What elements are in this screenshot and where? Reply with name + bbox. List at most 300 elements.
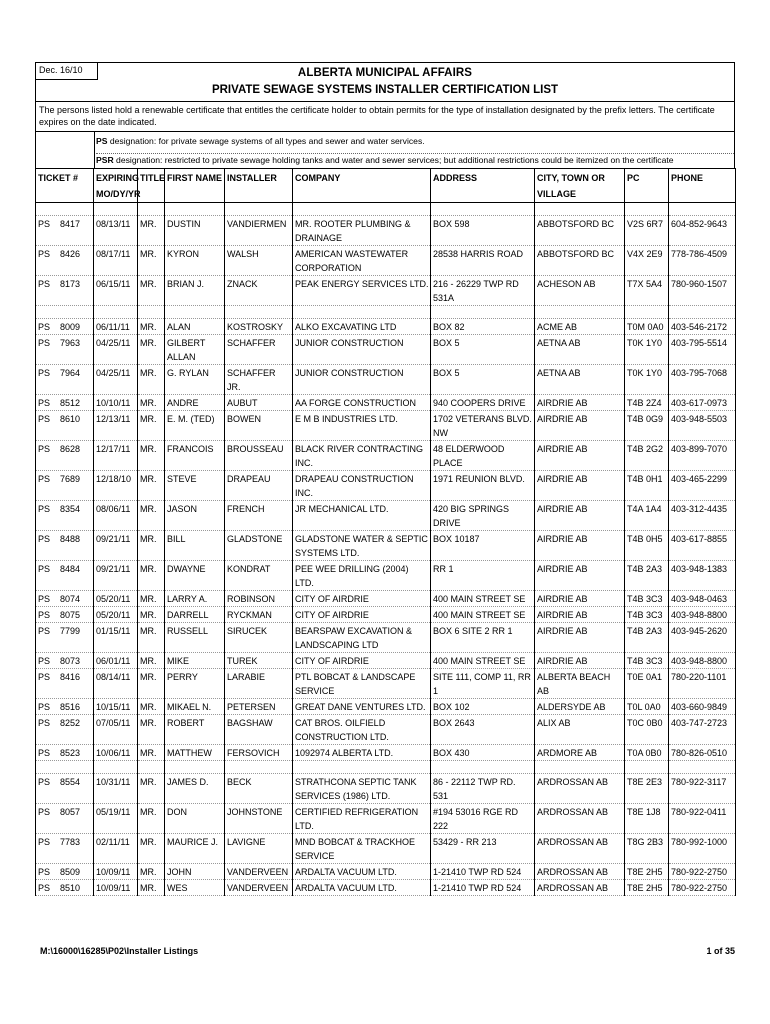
spacer-cell	[165, 203, 225, 216]
col-installer: INSTALLER	[225, 169, 293, 203]
company: MND BOBCAT & TRACKHOE SERVICE	[293, 834, 431, 864]
ticket-cell	[36, 335, 94, 365]
city: AIRDRIE AB	[535, 531, 625, 561]
spacer-cell	[165, 761, 225, 774]
company: JUNIOR CONSTRUCTION	[293, 365, 431, 395]
address: 86 - 22112 TWP RD. 531	[431, 774, 535, 804]
company: PEAK ENERGY SERVICES LTD.	[293, 276, 431, 306]
expiry-date: 12/17/11	[94, 441, 138, 471]
city: ACHESON AB	[535, 276, 625, 306]
document-header	[35, 62, 735, 101]
address: SITE 111, COMP 11, RR 1	[431, 669, 535, 699]
installer-name: BAGSHAW	[225, 715, 293, 745]
city: ALBERTA BEACH AB	[535, 669, 625, 699]
ticket-number: 7783	[60, 837, 81, 847]
city: AIRDRIE AB	[535, 471, 625, 501]
first-name: BILL	[165, 531, 225, 561]
company: CAT BROS. OILFIELD CONSTRUCTION LTD.	[293, 715, 431, 745]
installer-name: VANDIERMEN	[225, 216, 293, 246]
first-name: STEVE	[165, 471, 225, 501]
ticket-prefix: PS	[38, 718, 51, 728]
phone: 403-465-2299	[669, 471, 736, 501]
address: 400 MAIN STREET SE	[431, 591, 535, 607]
spacer-cell	[138, 203, 165, 216]
ticket-number: 8516	[60, 702, 81, 712]
installer-name: LARABIE	[225, 669, 293, 699]
intro-paragraph: The persons listed hold a renewable certificate that entitles the certificate holder to obtain permits for the type of installation designated by the prefix letters. The certificate expires on the date indicated.	[35, 101, 735, 131]
ticket-number: 8509	[60, 867, 81, 877]
ticket-number: 8057	[60, 807, 81, 817]
postal-code: T4B 0H1	[625, 471, 669, 501]
address: #194 53016 RGE RD 222	[431, 804, 535, 834]
city: ALDERSYDE AB	[535, 699, 625, 715]
address: 1702 VETERANS BLVD. NW	[431, 411, 535, 441]
postal-code: T4B 2A3	[625, 561, 669, 591]
expiry-date: 07/05/11	[94, 715, 138, 745]
list-title: PRIVATE SEWAGE SYSTEMS INSTALLER CERTIFICATION LIST	[211, 84, 559, 96]
first-name: JAMES D.	[165, 774, 225, 804]
postal-code: T0L 0A0	[625, 699, 669, 715]
ticket-prefix: PS	[38, 414, 51, 424]
title: MR.	[138, 411, 165, 441]
address: BOX 430	[431, 745, 535, 761]
postal-code: T8E 2E3	[625, 774, 669, 804]
designation-spacer	[36, 132, 95, 168]
ticket-number: 8554	[60, 777, 81, 787]
table-body	[36, 203, 736, 896]
phone: 780-992-1000	[669, 834, 736, 864]
address: 1971 REUNION BLVD.	[431, 471, 535, 501]
ticket-cell	[36, 864, 94, 880]
address: RR 1	[431, 561, 535, 591]
company: GREAT DANE VENTURES LTD.	[293, 699, 431, 715]
title: MR.	[138, 365, 165, 395]
phone: 403-948-8800	[669, 607, 736, 623]
expiry-date: 10/09/11	[94, 880, 138, 896]
ticket-number: 7689	[60, 474, 81, 484]
ticket-prefix: PS	[38, 504, 51, 514]
table-row	[36, 745, 736, 761]
ticket-prefix: PS	[38, 610, 51, 620]
ticket-cell	[36, 411, 94, 441]
title: MR.	[138, 804, 165, 834]
company: GLADSTONE WATER & SEPTIC SYSTEMS LTD.	[293, 531, 431, 561]
ticket-prefix: PS	[38, 807, 51, 817]
spacer-cell	[535, 306, 625, 319]
col-title: TITLE	[138, 169, 165, 203]
first-name: JOHN	[165, 864, 225, 880]
ticket-prefix: PS	[38, 594, 51, 604]
table-row	[36, 216, 736, 246]
installer-name: KONDRAT	[225, 561, 293, 591]
installer-name: TUREK	[225, 653, 293, 669]
postal-code: T4B 2Z4	[625, 395, 669, 411]
table-row	[36, 276, 736, 306]
address: BOX 6 SITE 2 RR 1	[431, 623, 535, 653]
city: AIRDRIE AB	[535, 501, 625, 531]
installer-name: SCHAFFER	[225, 335, 293, 365]
ticket-number: 7799	[60, 626, 81, 636]
first-name: FRANCOIS	[165, 441, 225, 471]
ticket-prefix: PS	[38, 672, 51, 682]
company: BLACK RIVER CONTRACTING INC.	[293, 441, 431, 471]
company: ARDALTA VACUUM LTD.	[293, 864, 431, 880]
installer-name: DRAPEAU	[225, 471, 293, 501]
first-name: MAURICE J.	[165, 834, 225, 864]
first-name: WES	[165, 880, 225, 896]
document-date: Dec. 16/10	[36, 63, 98, 80]
col-expiring: EXPIRING MO/DY/YR	[94, 169, 138, 203]
postal-code: T0E 0A1	[625, 669, 669, 699]
installer-name: BROUSSEAU	[225, 441, 293, 471]
spacer-cell	[293, 761, 431, 774]
company: DRAPEAU CONSTRUCTION INC.	[293, 471, 431, 501]
postal-code: T8E 1J8	[625, 804, 669, 834]
ticket-cell	[36, 623, 94, 653]
ticket-number: 8426	[60, 249, 81, 259]
table-row	[36, 395, 736, 411]
installer-name: VANDERVEEN	[225, 880, 293, 896]
postal-code: T0K 1Y0	[625, 365, 669, 395]
psr-description: designation: restricted to private sewage holding tanks and water and sewer services; but additional restrictions could be itemized on the certificate	[113, 155, 674, 165]
col-ticket: TICKET #	[36, 169, 94, 203]
first-name: GILBERT ALLAN	[165, 335, 225, 365]
spacer-cell	[431, 761, 535, 774]
spacer-cell	[94, 761, 138, 774]
postal-code: V2S 6R7	[625, 216, 669, 246]
company: CERTIFIED REFRIGERATION LTD.	[293, 804, 431, 834]
spacer-cell	[165, 306, 225, 319]
address: 420 BIG SPRINGS DRIVE	[431, 501, 535, 531]
title: MR.	[138, 501, 165, 531]
expiry-date: 10/31/11	[94, 774, 138, 804]
table-row	[36, 411, 736, 441]
city: ARDROSSAN AB	[535, 804, 625, 834]
table-row	[36, 699, 736, 715]
spacer-cell	[225, 203, 293, 216]
ticket-prefix: PS	[38, 626, 51, 636]
ticket-cell	[36, 699, 94, 715]
table-row	[36, 335, 736, 365]
table-row	[36, 365, 736, 395]
spacer-cell	[36, 761, 94, 774]
ticket-prefix: PS	[38, 279, 51, 289]
installer-name: FRENCH	[225, 501, 293, 531]
table-row	[36, 623, 736, 653]
city: ARDROSSAN AB	[535, 774, 625, 804]
spacer-cell	[36, 306, 94, 319]
address: 216 - 26229 TWP RD 531A	[431, 276, 535, 306]
city: AIRDRIE AB	[535, 561, 625, 591]
phone: 403-795-7068	[669, 365, 736, 395]
expiry-date: 09/21/11	[94, 561, 138, 591]
psr-designation	[96, 153, 734, 166]
first-name: ALAN	[165, 319, 225, 335]
expiry-date: 10/10/11	[94, 395, 138, 411]
title: MR.	[138, 653, 165, 669]
table-header-row	[36, 169, 736, 203]
company: E M B INDUSTRIES LTD.	[293, 411, 431, 441]
installer-name: ZNACK	[225, 276, 293, 306]
ticket-cell	[36, 745, 94, 761]
ticket-prefix: PS	[38, 777, 51, 787]
company: BEARSPAW EXCAVATION & LANDSCAPING LTD	[293, 623, 431, 653]
ticket-prefix: PS	[38, 338, 51, 348]
first-name: ROBERT	[165, 715, 225, 745]
postal-code: T0K 1Y0	[625, 335, 669, 365]
phone: 778-786-4509	[669, 246, 736, 276]
installer-name: GLADSTONE	[225, 531, 293, 561]
city: ALIX AB	[535, 715, 625, 745]
spacer-cell	[225, 306, 293, 319]
ticket-number: 8417	[60, 219, 81, 229]
title: MR.	[138, 246, 165, 276]
address: BOX 102	[431, 699, 535, 715]
address: 1-21410 TWP RD 524	[431, 864, 535, 880]
table-row	[36, 441, 736, 471]
ticket-prefix: PS	[38, 702, 51, 712]
company: AMERICAN WASTEWATER CORPORATION	[293, 246, 431, 276]
table-row	[36, 653, 736, 669]
city: ARDROSSAN AB	[535, 834, 625, 864]
postal-code: T7X 5A4	[625, 276, 669, 306]
phone: 780-922-3117	[669, 774, 736, 804]
postal-code: T4B 0G9	[625, 411, 669, 441]
title: MR.	[138, 319, 165, 335]
ticket-cell	[36, 395, 94, 411]
certification-list-page	[35, 62, 735, 896]
expiry-date: 10/06/11	[94, 745, 138, 761]
table-row	[36, 774, 736, 804]
phone: 403-948-1383	[669, 561, 736, 591]
company: STRATHCONA SEPTIC TANK SERVICES (1986) LTD.	[293, 774, 431, 804]
ticket-cell	[36, 531, 94, 561]
ticket-number: 8488	[60, 534, 81, 544]
expiry-date: 09/21/11	[94, 531, 138, 561]
spacer-cell	[138, 306, 165, 319]
postal-code: T0M 0A0	[625, 319, 669, 335]
table-row	[36, 531, 736, 561]
ticket-prefix: PS	[38, 444, 51, 454]
title: MR.	[138, 591, 165, 607]
city: ARDROSSAN AB	[535, 864, 625, 880]
company: CITY OF AIRDRIE	[293, 591, 431, 607]
expiry-date: 05/19/11	[94, 804, 138, 834]
ticket-number: 8512	[60, 398, 81, 408]
installer-name: JOHNSTONE	[225, 804, 293, 834]
postal-code: T4B 3C3	[625, 607, 669, 623]
ticket-prefix: PS	[38, 883, 51, 893]
postal-code: T8E 2H5	[625, 864, 669, 880]
expiry-date: 10/09/11	[94, 864, 138, 880]
ps-code: PS	[96, 136, 108, 146]
first-name: MIKAEL N.	[165, 699, 225, 715]
address: 1-21410 TWP RD 524	[431, 880, 535, 896]
phone: 780-922-2750	[669, 864, 736, 880]
postal-code: T4B 2G2	[625, 441, 669, 471]
title: MR.	[138, 561, 165, 591]
ticket-cell	[36, 561, 94, 591]
ticket-number: 8252	[60, 718, 81, 728]
spacer-cell	[669, 761, 736, 774]
col-company: COMPANY	[293, 169, 431, 203]
expiry-date: 06/11/11	[94, 319, 138, 335]
title: MR.	[138, 335, 165, 365]
company: MR. ROOTER PLUMBING & DRAINAGE	[293, 216, 431, 246]
company: PEE WEE DRILLING (2004) LTD.	[293, 561, 431, 591]
phone: 403-948-5503	[669, 411, 736, 441]
installer-name: PETERSEN	[225, 699, 293, 715]
city: AIRDRIE AB	[535, 395, 625, 411]
ps-description: designation: for private sewage systems of all types and sewer and water services.	[107, 136, 425, 146]
file-path: M:\16000\16285\P02\Installer Listings	[40, 946, 199, 956]
table-row	[36, 501, 736, 531]
expiry-date: 04/25/11	[94, 365, 138, 395]
expiry-date: 05/20/11	[94, 591, 138, 607]
expiry-date: 12/13/11	[94, 411, 138, 441]
company: JUNIOR CONSTRUCTION	[293, 335, 431, 365]
expiry-date: 06/01/11	[94, 653, 138, 669]
phone: 403-948-8800	[669, 653, 736, 669]
first-name: KYRON	[165, 246, 225, 276]
ticket-number: 8354	[60, 504, 81, 514]
spacer-cell	[36, 203, 94, 216]
address: BOX 5	[431, 365, 535, 395]
title: MR.	[138, 276, 165, 306]
city: AIRDRIE AB	[535, 623, 625, 653]
ticket-cell	[36, 591, 94, 607]
spacer-row	[36, 203, 736, 216]
city: AIRDRIE AB	[535, 607, 625, 623]
expiry-date: 08/14/11	[94, 669, 138, 699]
spacer-cell	[669, 306, 736, 319]
spacer-cell	[293, 203, 431, 216]
expiry-date: 06/15/11	[94, 276, 138, 306]
table-row	[36, 246, 736, 276]
expiry-date: 08/06/11	[94, 501, 138, 531]
installer-name: SIRUCEK	[225, 623, 293, 653]
city: AIRDRIE AB	[535, 411, 625, 441]
postal-code: T8E 2H5	[625, 880, 669, 896]
first-name: E. M. (TED)	[165, 411, 225, 441]
ticket-cell	[36, 501, 94, 531]
first-name: MATTHEW	[165, 745, 225, 761]
ticket-prefix: PS	[38, 398, 51, 408]
page-number: 1 of 35	[706, 946, 735, 956]
address: 53429 - RR 213	[431, 834, 535, 864]
installer-name: RYCKMAN	[225, 607, 293, 623]
address: BOX 598	[431, 216, 535, 246]
company: CITY OF AIRDRIE	[293, 607, 431, 623]
first-name: RUSSELL	[165, 623, 225, 653]
ticket-prefix: PS	[38, 656, 51, 666]
ticket-cell	[36, 715, 94, 745]
installer-name: VANDERVEEN	[225, 864, 293, 880]
title: MR.	[138, 715, 165, 745]
city: AIRDRIE AB	[535, 441, 625, 471]
city: ABBOTSFORD BC	[535, 216, 625, 246]
city: ARDMORE AB	[535, 745, 625, 761]
ticket-cell	[36, 471, 94, 501]
title: MR.	[138, 623, 165, 653]
phone: 403-747-2723	[669, 715, 736, 745]
psr-code: PSR	[96, 155, 114, 165]
postal-code: T4A 1A4	[625, 501, 669, 531]
ticket-cell	[36, 880, 94, 896]
first-name: DARRELL	[165, 607, 225, 623]
expiry-date: 08/17/11	[94, 246, 138, 276]
phone: 403-617-0973	[669, 395, 736, 411]
installer-name: FERSOVICH	[225, 745, 293, 761]
col-first-name: FIRST NAME	[165, 169, 225, 203]
ticket-number: 8610	[60, 414, 81, 424]
spacer-cell	[535, 761, 625, 774]
title: MR.	[138, 864, 165, 880]
phone: 604-852-9643	[669, 216, 736, 246]
postal-code: T4B 3C3	[625, 591, 669, 607]
phone: 403-899-7070	[669, 441, 736, 471]
ticket-cell	[36, 319, 94, 335]
city: AETNA AB	[535, 365, 625, 395]
city: AETNA AB	[535, 335, 625, 365]
first-name: DWAYNE	[165, 561, 225, 591]
designation-legend	[35, 131, 735, 168]
first-name: DUSTIN	[165, 216, 225, 246]
ticket-prefix: PS	[38, 867, 51, 877]
first-name: ANDRE	[165, 395, 225, 411]
company: JR MECHANICAL LTD.	[293, 501, 431, 531]
ticket-number: 7964	[60, 368, 81, 378]
installer-name: WALSH	[225, 246, 293, 276]
spacer-cell	[138, 761, 165, 774]
ticket-number: 8510	[60, 883, 81, 893]
title: MR.	[138, 669, 165, 699]
postal-code: V4X 2E9	[625, 246, 669, 276]
company: ARDALTA VACUUM LTD.	[293, 880, 431, 896]
first-name: JASON	[165, 501, 225, 531]
spacer-cell	[293, 306, 431, 319]
title: MR.	[138, 531, 165, 561]
city: ABBOTSFORD BC	[535, 246, 625, 276]
table-row	[36, 591, 736, 607]
table-row	[36, 880, 736, 896]
ticket-cell	[36, 607, 94, 623]
postal-code: T4B 0H5	[625, 531, 669, 561]
address: 28538 HARRIS ROAD	[431, 246, 535, 276]
expiry-date: 02/11/11	[94, 834, 138, 864]
ticket-prefix: PS	[38, 219, 51, 229]
first-name: DON	[165, 804, 225, 834]
ticket-prefix: PS	[38, 748, 51, 758]
ticket-cell	[36, 834, 94, 864]
postal-code: T0A 0B0	[625, 745, 669, 761]
agency-title: ALBERTA MUNICIPAL AFFAIRS	[297, 67, 473, 79]
phone: 403-945-2620	[669, 623, 736, 653]
table-row	[36, 864, 736, 880]
address: BOX 5	[431, 335, 535, 365]
expiry-date: 01/15/11	[94, 623, 138, 653]
ticket-number: 8628	[60, 444, 81, 454]
title: MR.	[138, 471, 165, 501]
ticket-number: 8074	[60, 594, 81, 604]
phone: 780-220-1101	[669, 669, 736, 699]
expiry-date: 12/18/10	[94, 471, 138, 501]
ticket-prefix: PS	[38, 564, 51, 574]
ticket-cell	[36, 365, 94, 395]
city: ARDROSSAN AB	[535, 880, 625, 896]
ticket-number: 8416	[60, 672, 81, 682]
ticket-cell	[36, 653, 94, 669]
